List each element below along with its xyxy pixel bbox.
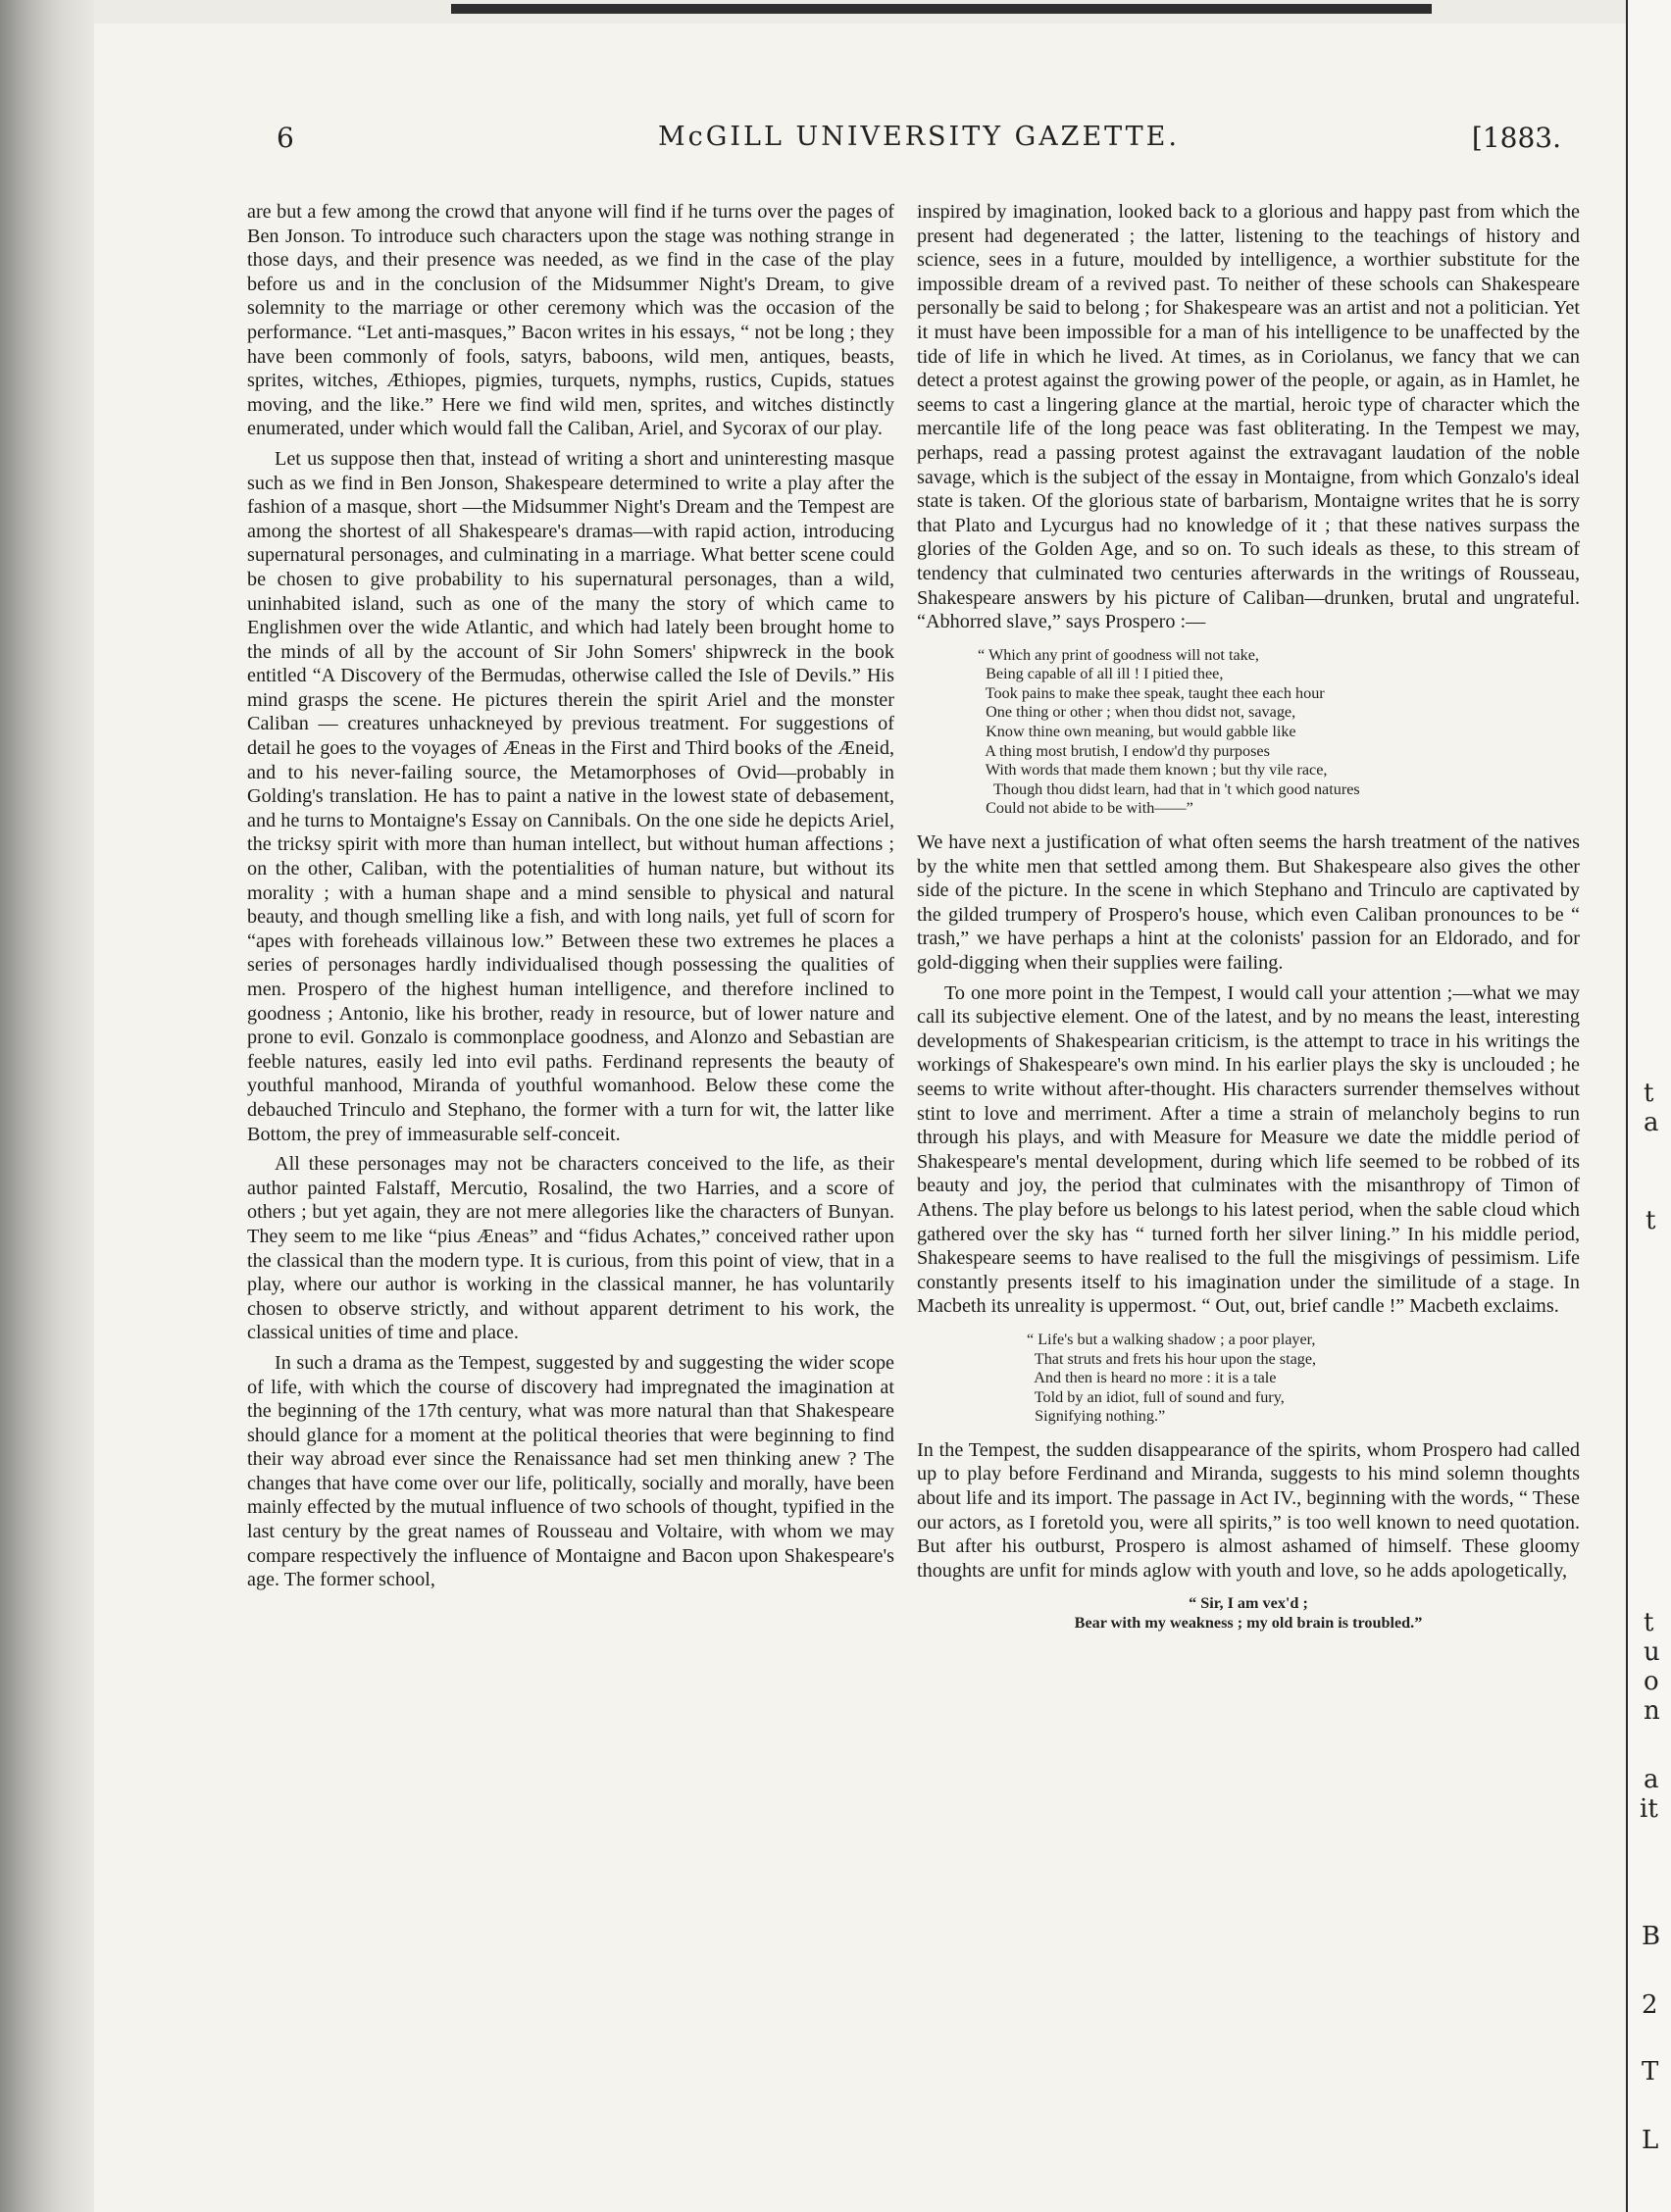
edge-letter: a (1644, 1108, 1659, 1137)
edge-letter: it (1640, 1794, 1658, 1824)
verse-line: Though thou didst learn, had that in 't which good natures (978, 779, 1360, 798)
edge-letter: L (1642, 2126, 1659, 2155)
edge-letter: t (1644, 1608, 1654, 1637)
left-column (247, 200, 894, 1598)
page-number: 6 (277, 122, 294, 154)
page-header (277, 122, 1561, 165)
verse-line: “ Life's but a walking shadow ; a poor player, (1027, 1330, 1316, 1348)
verse-quote (917, 1594, 1580, 1633)
paragraph: We have next a justification of what often seems the harsh treatment of the natives by the white men that settled among them. But Shakespeare also gives the other side of the picture. In the scene in which Stephano and Trinculo are captivated by the gilded trumpery of Prospero's house, which even Caliban pronounces to be “ trash,” we have perhaps a hint at the colonists' passion for an Eldorado, and for gold-digging when their supplies were failing. (917, 831, 1580, 974)
edge-letter: B (1642, 1922, 1661, 1951)
verse-line: One thing or other ; when thou didst not, savage, (978, 703, 1296, 722)
edge-letter: 2 (1642, 1990, 1658, 2020)
edge-letter: o (1644, 1667, 1659, 1696)
paragraph: All these personages may not be characters conceived to the life, as their author painted Falstaff, Mercutio, Rosalind, the two Harries, and a score of others ; but yet again, they are not mere allegories like the characters of Bunyan. They seem to me like “pius Æneas” and “fidus Achates,” conceived rather upon the classical than the modern type. It is curious, from this point of view, that in a play, where our author is working in the classical manner, he has voluntarily chosen to observe strictly, and without apparent detriment to his work, the classical unities of time and place. (247, 1153, 894, 1344)
verse-line: “ Which any print of goodness will not take, (978, 645, 1259, 664)
verse-line: Took pains to make thee speak, taught thee each hour (978, 683, 1325, 702)
running-title: McGILL UNIVERSITY GAZETTE. (658, 122, 1180, 152)
top-rule (451, 4, 1432, 14)
edge-letter: t (1644, 1079, 1654, 1108)
edge-letter: n (1644, 1696, 1660, 1726)
verse-line: With words that made them known ; but thy vile race, (978, 761, 1328, 779)
verse-line: Know thine own meaning, but would gabble like (978, 723, 1296, 741)
paragraph: In such a drama as the Tempest, suggested by and suggesting the wider scope of life, with which the course of discovery had impregnated the imagination at the beginning of the 17th century, what was more natural than that Shakespeare should glance for a moment at the political theories that were beginning to find their way abroad ever since the Renaissance had set men thinking anew ? The changes that have come over our life, politically, socially and morally, have been mainly effected by the mutual influence of two schools of thought, typified in the last century by the great names of Rousseau and Voltaire, with whom we may compare respectively the influence of Montaigne and Bacon upon Shakespeare's age. The former school, (247, 1351, 894, 1591)
scan-binding-edge (0, 0, 94, 2212)
paragraph: In the Tempest, the sudden disappearance of the spirits, whom Prospero had called up to play before Ferdinand and Miranda, suggests to his mind solemn thoughts about life and its import. The passage in Act IV., beginning with the words, “ These our actors, as I foretold you, were all spirits,” is too well known to need quotation. But after his outburst, Prospero is almost ashamed of himself. These gloomy thoughts are unfit for minds aglow with youth and love, so he adds apologetically, (917, 1438, 1580, 1582)
paragraph: are but a few among the crowd that anyone will find if he turns over the pages of Ben Jonson. To introduce such characters upon the stage was nothing strange in those days, and their presence was needed, as we find in the case of the play before us and in the conclusion of the Midsummer Night's Dream, to give solemnity to the marriage or other ceremony which was the occasion of the performance. “Let anti-masques,” Bacon writes in his essays, “ not be long ; they have been commonly of fools, satyrs, baboons, wild men, antiques, beasts, sprites, witches, Æthiopes, pigmies, turquets, nymphs, rustics, Cupids, statues moving, and the like.” Here we find wild men, sprites, and witches distinctly enumerated, under which would fall the Caliban, Ariel, and Sycorax of our play. (247, 201, 894, 440)
verse-line: A thing most brutish, I endow'd thy purposes (978, 741, 1270, 760)
verse-line: Signifying nothing.” (1027, 1407, 1166, 1426)
adjacent-page-edge (1626, 0, 1671, 2212)
edge-letter: u (1644, 1637, 1660, 1667)
verse-line: Could not abide to be with——” (978, 799, 1193, 818)
verse-line: And then is heard no more : it is a tale (1027, 1369, 1277, 1387)
paragraph: Let us suppose then that, instead of writing a short and uninteresting masque such as we find in Ben Jonson, Shakespeare determined to write a play after the fashion of a masque, short —the Midsummer Night's Dream and the Tempest are among the shortest of all Shakespeare's dramas—with rapid action, introducing supernatural personages, and culminating in a marriage. What better scene could be chosen to give probability to his supernatural personages, than a wild, uninhabited island, such as one of the many the story of which came to Englishmen over the wide Atlantic, and which had lately been brought home to the minds of all by the account of Sir John Somers' shipwreck in the book entitled “A Discovery of the Bermudas, otherwise called the Isle of Devils.” His mind grasps the scene. He pictures therein the spirit Ariel and the monster Caliban — creatures unhackneyed by previous treatment. For suggestions of detail he goes to the voyages of Æneas in the First and Third books of the Æneid, and to his never-failing source, the Metamorphoses of Ovid—probably in Golding's translation. He has to paint a native in the lowest state of debasement, and he turns to Montaigne's Essay on Cannibals. On the one side he depicts Ariel, the tricksy spirit with more than human intellect, but without human affections ; on the other, Caliban, with the potentialities of human nature, but without its morality ; with a human shape and a mind sensible to physical and natural beauty, and though smelling like a fish, and with long nails, yet full of scorn for “apes with foreheads villainous low.” Between these two extremes he places a series of personages hardly individualised though possessing the qualities of men. Prospero of the highest human intelligence, and therefore inclined to goodness ; Antonio, like his brother, ready in resource, but of lower nature and prone to evil. Gonzalo is commonplace goodness, and Alonzo and Sebastian are feeble natures, easily led into evil paths. Ferdinand represents the beauty of youthful manhood, Miranda of youthful womanhood. Below these come the debauched Trinculo and Stephano, the former with a turn for wit, the latter like Bottom, the prey of immeasurable self-conceit. (247, 447, 894, 1145)
verse-line: That struts and frets his hour upon the stage, (1027, 1349, 1317, 1368)
edge-letter: a (1644, 1765, 1659, 1794)
page-year: [1883. (1471, 122, 1561, 154)
paragraph: To one more point in the Tempest, I would call your attention ;—what we may call its subjective element. One of the latest, and by no means the least, interesting developments of Shakespearian criticism, is the attempt to trace in his writings the workings of Shakespeare's own mind. In his earlier plays the sky is unclouded ; he seems to write without after-thought. His characters surrender themselves without stint to love and merriment. After a time a strain of melancholy begins to run through his plays, and with Measure for Measure we date the middle period of Shakespeare's mental development, during which life seemed to be robbed of its beauty and joy, the period that culminates with the misanthropy of Timon of Athens. The play before us belongs to his latest period, when the sable cloud which gathered over the sky has “ turned forth her silver lining.” In his middle period, Shakespeare seems to have realised to the full the misgivings of pessimism. Life constantly presents itself to his imagination under the similitude of a stage. In Macbeth its unreality is uppermost. “ Out, out, brief candle !” Macbeth exclaims. (917, 981, 1580, 1318)
right-column (917, 200, 1580, 1645)
paragraph: inspired by imagination, looked back to a glorious and happy past from which the present had degenerated ; the latter, listening to the teachings of history and science, sees in a future, moulded by intelligence, a worthier substitute for the impossible dream of a revived past. To neither of these schools can Shakespeare personally be said to belong ; for Shakespeare was an artist and not a politician. Yet it must have been impossible for a man of his intelligence to be unaffected by the tide of life in which he lived. At times, as in Coriolanus, we fancy that we can detect a protest against the growing power of the people, or again, as in Hamlet, he seems to cast a lingering glance at the martial, heroic type of character which the mercantile life of the long peace was fast obliterating. In the Tempest we may, perhaps, read a passing protest against the extravagant laudation of the noble savage, which is the subject of the essay in Montaigne, from which Gonzalo's ideal state is taken. Of the glorious state of barbarism, Montaigne writes that he is sorry that Plato and Lycurgus had no knowledge of it ; that these natives surpass the glories of the Golden Age, and so on. To such ideals as these, to this stream of tendency that culminated two centuries afterwards in the writings of Rousseau, Shakespeare answers by his picture of Caliban—drunken, brutal and ungrateful. “Abhorred slave,” says Prospero :— (917, 201, 1580, 633)
edge-letter: t (1646, 1206, 1656, 1235)
verse-quote (917, 1331, 1580, 1427)
verse-line: Told by an idiot, full of sound and fury, (1027, 1387, 1285, 1406)
verse-line: Bear with my weakness ; my old brain is troubled.” (1074, 1614, 1423, 1633)
edge-letter: T (1642, 2057, 1659, 2086)
verse-line: “ Sir, I am vex'd ; (1189, 1594, 1308, 1613)
verse-quote (917, 646, 1580, 819)
verse-line: Being capable of all ill ! I pitied thee, (978, 665, 1224, 683)
